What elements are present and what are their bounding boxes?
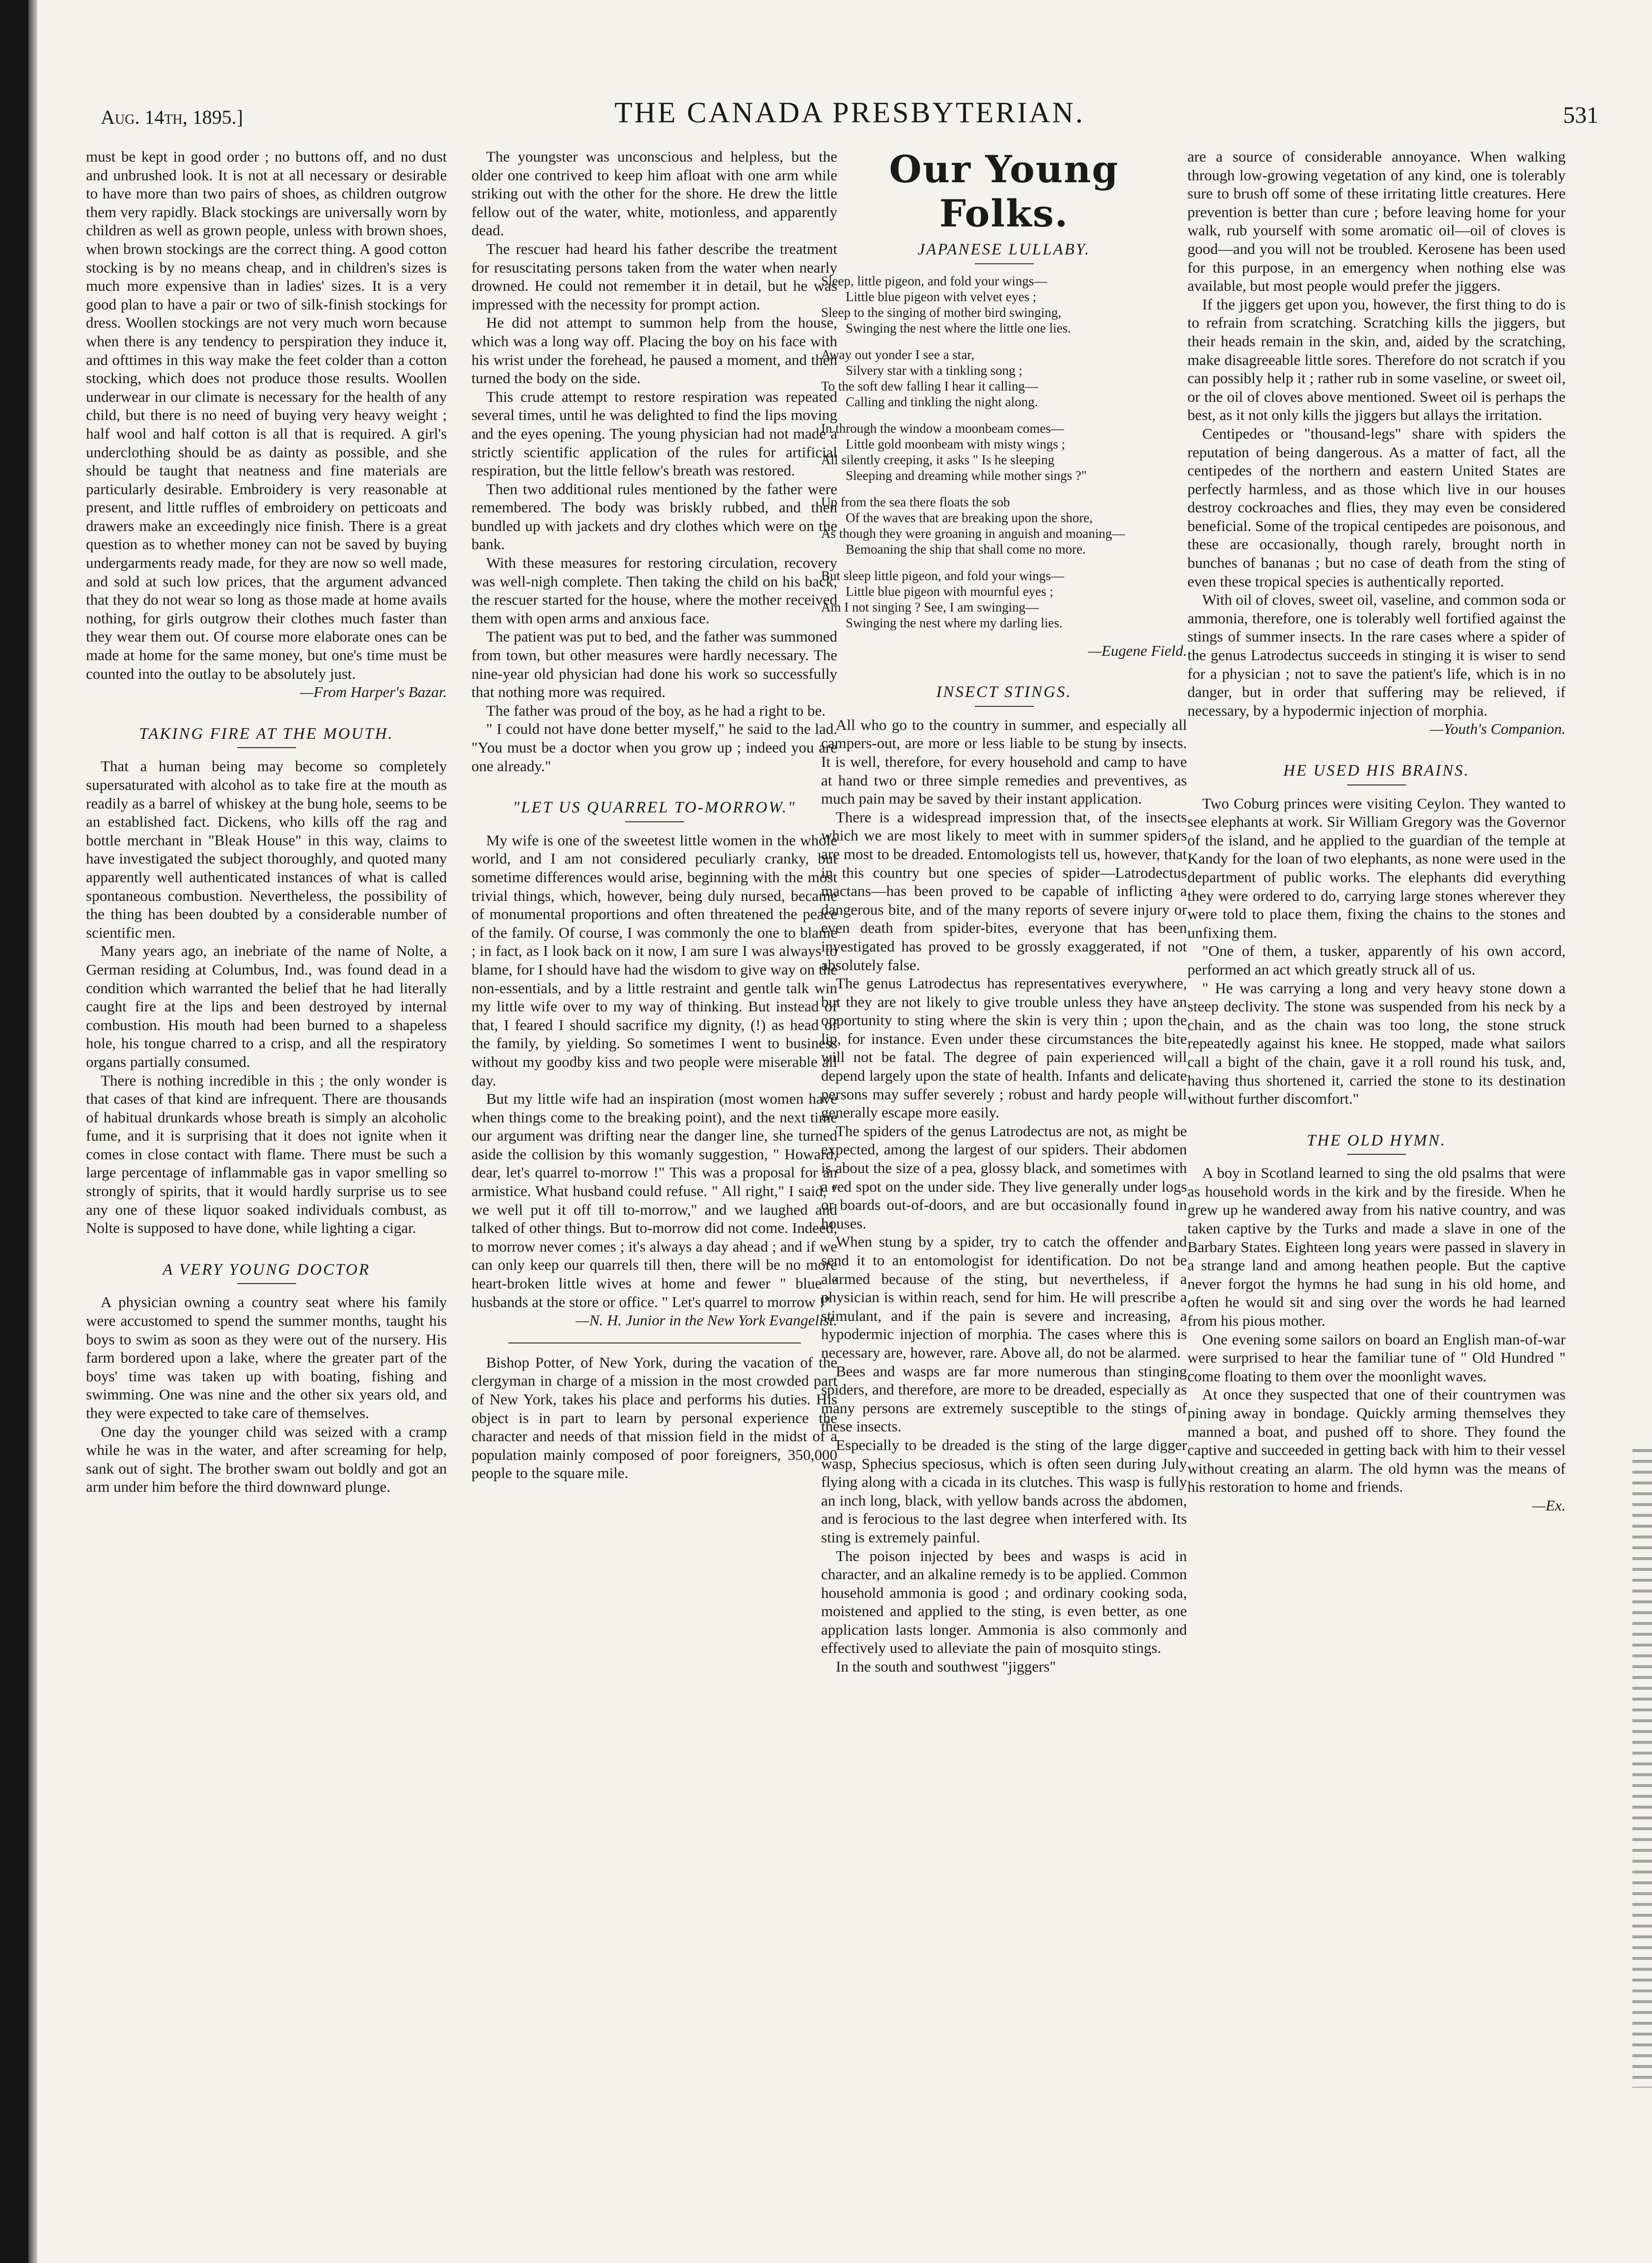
- heading-rule: [975, 263, 1034, 264]
- paragraph: My wife is one of the sweetest little women in the whole world, and I am not considered peculiarly cranky, but sometime differences would arise, beginning with the most trivial things, which, however, being duly nursed, became of monumental proportions and often threatened the peace of the family. Of course, I was commonly the one to blame ; in fact, as I look back on it now, I am sure I was always to blame, for I should have had the wisdom to give way on the non-essentials, and by a little restraint and gentle talk win my little wife over to my way of thinking. But instead of that, I feared I should sacrifice my dignity, (!) as head of the family, by yielding. So sometimes I went to business without my goodby kiss and two people were miserable all day.: [471, 831, 837, 1089]
- column-2: [471, 147, 837, 2250]
- paragraph: " I could not have done better myself," he said to the lad. "You must be a doctor when you grow up ; indeed you are one already.": [471, 720, 837, 775]
- poem-stanza: [821, 273, 1187, 336]
- paragraph: The poison injected by bees and wasps is acid in character, and an alkaline remedy is to be applied. Common household ammonia is good ; and ordinary cooking soda, moistened and applied to the sting, is even better, as one application lasts longer. Ammonia is also commonly and effectively used to alleviate the pain of mosquito stings.: [821, 1547, 1187, 1657]
- paragraph: He did not attempt to summon help from the house, which was a long way off. Placing the boy on his face with his wrist under the forehead, he paused a moment, and then turned the body on the side.: [471, 314, 837, 387]
- paragraph: Bees and wasps are far more numerous than stinging spiders, and therefore, are more to be dreaded, especially as many persons are extremely susceptible to the stings of these insects.: [821, 1362, 1187, 1435]
- poem-stanza: [821, 420, 1187, 483]
- poem-line: Am I not singing ? See, I am swinging—: [821, 599, 1039, 615]
- source-credit: —Ex.: [1532, 1496, 1566, 1514]
- poem-line: All silently creeping, it asks " Is he sleeping: [821, 452, 1055, 467]
- poem-line: In through the window a moonbeam comes—: [821, 420, 1064, 436]
- poem-line: Calling and tinkling the night along.: [846, 394, 1038, 409]
- poem-line: Silvery star with a tinkling song ;: [846, 363, 1022, 378]
- section-heading: A VERY YOUNG DOCTOR: [163, 1260, 370, 1279]
- paragraph: A physician owning a country seat where his family were accustomed to spend the summer months, taught his boys to swim as soon as they were out of the nursery. His farm bordered upon a lake, where the greater part of the boys' time was taken up with boating, fishing and swimming. One was nine and the other six years old, and they were expected to take care of themselves.: [86, 1293, 447, 1422]
- section-heading: INSECT STINGS.: [936, 683, 1072, 701]
- newspaper-title: THE CANADA PRESBYTERIAN.: [614, 96, 1085, 129]
- poem-line: As though they were groaning in anguish and moaning—: [821, 526, 1126, 541]
- section-heading: "LET US QUARREL TO-MORROW.": [513, 799, 796, 817]
- poem-line: Swinging the nest where my darling lies.: [846, 615, 1063, 630]
- paragraph: must be kept in good order ; no buttons off, and no dust and unbrushed look. It is not at all necessary or desirable to have more than two pairs of shoes, as children outgrow them very rapidly. Black stockings are universally worn by children as well as grown people, unless with brown shoes, when brown stockings are the correct thing. A good cotton stocking is by no means cheap, and in children's sizes is much more expensive than in ladies' sizes. It is a very good plan to have a pair or two of silk-finish stockings for dress. Woollen stockings are not very much worn because when there is any tendency to perspiration they induce it, and ofttimes in this way make the feet colder than a cotton stocking, which does not produce those results. Woollen underwear in our climate is necessary for the health of any child, but there is no need of buying very heavy weight ; half wool and half cotton is all that is required. A girl's underclothing should be as dainty as possible, and she should be taught that neatness and fine materials are particularly desirable. Embroidery is very reasonable at present, and little ruffles of embroidery on petticoats and drawers make an exceedingly nice finish. There is a great question as to whether money can not be saved by buying undergarments ready made, for they are now so well made, and sold at such low prices, that the argument advanced that they do not wear so long as those made at home avails nothing, for girls outgrow their clothes much faster than they wear them out. Of course more elaborate ones can be made at home for the same money, but one's time must be counted into the outlay to be absolutely just.: [86, 148, 447, 682]
- paragraph: But my little wife had an inspiration (most women have when things come to the breaking point), and the next time our argument was drifting near the danger line, she turned aside the collision by this womanly suggestion, " Howard, dear, let's quarrel to-morrow !" This was a proposal for an armistice. What husband could refuse. " All right," I said, " we well put it off till to-morrow," and we laughed and talked of other things. But to-morrow did not come. Indeed, to morrow never comes ; it's always a day ahead ; and if we can only keep our quarrels till then, there will be no more heart-broken little wives at home and fewer " blue " husbands at the store or office. " Let's quarrel to morrow !": [471, 1090, 837, 1311]
- paragraph: A boy in Scotland learned to sing the old psalms that were as household words in the kirk and by the fireside. When he grew up he wandered away from his native country, and was taken captive by the Turks and made a slave in one of the Barbary States. Eighteen long years were passed in slavery in a strange land and among heathen people. But the captive never forgot the hymns he had sung in his old home, and often he would sit and sing over the words he had learned from his pious mother.: [1187, 1164, 1566, 1330]
- paragraph: The rescuer had heard his father describe the treatment for resuscitating persons taken from the water when nearly drowned. He could not remember it in detail, but he was impressed with the necessity for prompt action.: [471, 240, 837, 313]
- lullaby-poem: [821, 273, 1187, 631]
- poem-stanza: [821, 568, 1187, 631]
- poem-line: To the soft dew falling I hear it calling—: [821, 378, 1038, 393]
- paragraph: Then two additional rules mentioned by the father were remembered. The body was briskly rubbed, and then bundled up with jackets and dry clothes which were on the bank.: [471, 480, 837, 553]
- poem-line: Of the waves that are breaking upon the shore,: [846, 510, 1093, 525]
- poem-line: Away out yonder I see a star,: [821, 347, 975, 362]
- paragraph: There is nothing incredible in this ; the only wonder is that cases of that kind are infrequent. There are thousands of habitual drunkards whose breath is simply an alcoholic fume, and it is surprising that it does not ignite when it comes in close contact with flame. There must be such a large percentage of inflammable gas in vapor smelling so strongly of spirits, that it would hardly surprise us to see any one of these liquor soaked individuals combust, as Nolte is supposed to have done, while lighting a cigar.: [86, 1071, 447, 1237]
- issue-date: Aug. 14th, 1895.]: [101, 106, 243, 128]
- poem-stanza: [821, 347, 1187, 410]
- source-credit: —From Harper's Bazar.: [300, 683, 447, 701]
- poem-line: Bemoaning the ship that shall come no more.: [846, 541, 1086, 557]
- paragraph: Bishop Potter, of New York, during the vacation of the clergyman in charge of a mission in the most crowded part of New York, takes his place and performs his duties. His object is in part to learn by personal experience the character and needs of that mission field in the midst of a population mainly composed of poor foreigners, 350,000 people to the square mile.: [471, 1353, 837, 1482]
- poem-line: Sleep, little pigeon, and fold your wings—: [821, 273, 1047, 288]
- section-divider: [508, 1342, 801, 1343]
- poem-line: Little blue pigeon with velvet eyes ;: [846, 289, 1037, 304]
- poem-line: But sleep little pigeon, and fold your wings—: [821, 568, 1064, 583]
- paragraph: are a source of considerable annoyance. When walking through low-growing vegetation of any kind, one is tolerably sure to brush off some of these irritating little creatures. Here prevention is better than cure ; before leaving home for your walk, rub yourself with some aromatic oil—oil of cloves is good—and you will not be troubled. Kerosene has been used for this purpose, in an emergency when nothing else was available, but most people would prefer the jiggers.: [1187, 148, 1566, 295]
- paragraph: " He was carrying a long and very heavy stone down a steep declivity. The stone was suspended from his neck by a chain, and as the chain was too long, the stone struck repeatedly against his knee. He stopped, made what sailors call a bight of the chain, gave it a roll round his tusk, and, having thus shortened it, carried the stone to its destination without further discomfort.": [1187, 979, 1566, 1108]
- poem-line: Little blue pigeon with mournful eyes ;: [846, 584, 1053, 599]
- paragraph: At once they suspected that one of their countrymen was pining away in bondage. Quickly arming themselves they manned a boat, and pushed off to shore. They found the captive and succeeded in getting back with him to their vessel without creating an alarm. The old hymn was the means of his restoration to home and friends.: [1187, 1386, 1566, 1496]
- section-heading: HE USED HIS BRAINS.: [1283, 762, 1470, 780]
- heading-rule: [237, 1283, 296, 1284]
- source-credit: —N. H. Junior in the New York Evangelist.: [576, 1312, 837, 1329]
- paragraph: The youngster was unconscious and helpless, but the older one contrived to keep him afloat with one arm while striking out with the other for the shore. He drew the little fellow out of the water, white, motionless, and apparently dead.: [471, 148, 837, 239]
- heading-rule: [1347, 1154, 1406, 1155]
- paragraph: When stung by a spider, try to catch the offender and send it to an entomologist for identification. Do not be alarmed because of the sting, but nevertheless, if a physician is within reach, send for him. He will prescribe a stimulant, and if the pain is severe and increasing, a hypodermic injection of morphia. The cases where this is necessary are, however, rare. Above all, do not be alarmed.: [821, 1233, 1187, 1361]
- department-masthead: Our Young Folks.: [889, 147, 1119, 235]
- paragraph: This crude attempt to restore respiration was repeated several times, until he was delighted to find the lips moving and the eyes opening. The young physician had not made a strictly scientific application of the rules for artificial respiration, but the little fellow's breath was restored.: [471, 388, 837, 479]
- paragraph: That a human being may become so completely supersaturated with alcohol as to take fire at the mouth as readily as a barrel of whiskey at the bung hole, seems to be an established fact. Dickens, who kills off the rag and bottle merchant in "Bleak House" in this way, claims to have investigated the subject thoroughly, and quoted many apparently well authenticated instances of what is called spontaneous combustion. Nevertheless, the possibility of the thing has been doubted by a considerable number of scientific men.: [86, 757, 447, 941]
- heading-rule: [1347, 784, 1406, 785]
- binding-shadow: [28, 0, 37, 2263]
- page-header: [101, 96, 1598, 135]
- poem-line: Little gold moonbeam with misty wings ;: [846, 436, 1065, 451]
- poem-line: Sleep to the singing of mother bird swinging,: [821, 305, 1061, 320]
- paragraph: In the south and southwest "jiggers": [836, 1658, 1056, 1676]
- paragraph: One day the younger child was seized with a cramp while he was in the water, and after screaming for help, sank out of sight. The brother swam out boldly and got an arm under him before the third downward plunge.: [86, 1423, 447, 1496]
- paragraph: The patient was put to bed, and the father was summoned from town, but other measures were hardly necessary. The nine-year old physician had done his work so successfully that nothing more was required.: [471, 628, 837, 701]
- page-number: 531: [1563, 102, 1598, 128]
- section-heading: JAPANESE LULLABY.: [917, 241, 1091, 258]
- paragraph: With oil of cloves, sweet oil, vaseline, and common soda or ammonia, therefore, one is tolerably well fortified against the stings of summer insects. In the rare cases where a spider of the genus Latrodectus succeeds in stinging it is wiser to send for a physician ; not to save the patient's life, which is in no danger, but in order that suffering may be relieved, if necessary, by a hypodermic injection of morphia.: [1187, 591, 1566, 719]
- paragraph: "One of them, a tusker, apparently of his own accord, performed an act which greatly struck all of us.: [1187, 942, 1566, 978]
- poem-author: —Eugene Field.: [1088, 642, 1187, 659]
- poem-line: Sleeping and dreaming while mother sings ?": [846, 468, 1087, 483]
- paragraph: All who go to the country in summer, and especially all campers-out, are more or less liable to be stung by insects. It is well, therefore, for every household and camp to have at hand two or three simple remedies and preventives, as much pain may be saved by their instant application.: [821, 716, 1187, 808]
- poem-stanza: [821, 494, 1187, 557]
- paragraph: With these measures for restoring circulation, recovery was well-nigh complete. Then taking the child on his back, the rescuer started for the house, where the mother received them with open arms and anxious face.: [471, 554, 837, 627]
- paragraph: The father was proud of the boy, as he had a right to be.: [486, 701, 826, 719]
- paragraph: One evening some sailors on board an English man-of-war were surprised to hear the familiar tune of " Old Hundred " come floating to them over the moonlight waves.: [1187, 1330, 1566, 1385]
- column-4: [1187, 147, 1566, 2250]
- column-1: [86, 147, 447, 2250]
- paragraph: There is a widespread impression that, of the insects which we are most likely to meet with in summer spiders are most to be dreaded. Entomologists tell us, however, that in this country but one species of spider—Latrodectus mactans—has been proved to be capable of inflicting a dangerous bite, and of the many reports of severe injury or even death from spider-bites, everyone that has been investigated has proved to be grossly exaggerated, if not absolutely false.: [821, 808, 1187, 974]
- column-3: [821, 147, 1187, 2250]
- section-heading: THE OLD HYMN.: [1307, 1131, 1446, 1149]
- paragraph: Especially to be dreaded is the sting of the large digger wasp, Sphecius speciosus, which is often seen during July flying along with a cicada in its clutches. This wasp is fully an inch long, black, with yellow bands across the abdomen, and is ferocious to the last degree when interfered with. Its sting is extremely painful.: [821, 1436, 1187, 1546]
- section-heading: TAKING FIRE AT THE MOUTH.: [139, 725, 394, 743]
- heading-rule: [237, 747, 296, 748]
- paragraph: The spiders of the genus Latrodectus are not, as might be expected, among the largest of our spiders. Their abdomen is about the size of a pea, glossy black, and sometimes with a red spot on the under side. They live generally under logs or boards out-of-doors, and are but occasionally found in houses.: [821, 1122, 1187, 1232]
- heading-rule: [625, 821, 684, 822]
- margin-marks: [1632, 1449, 1652, 2088]
- paragraph: Many years ago, an inebriate of the name of Nolte, a German residing at Columbus, Ind., was found dead in a condition which warranted the belief that he had literally caught fire at the lips and been destroyed by internal combustion. His mouth had been burned to a shapeless hole, his tongue charred to a crisp, and all the respiratory organs partially consumed.: [86, 942, 447, 1070]
- poem-line: Up from the sea there floats the sob: [821, 494, 1010, 509]
- paragraph: Centipedes or "thousand-legs" share with spiders the reputation of being dangerous. As a matter of fact, all the centipedes of the northern and eastern United States are perfectly harmless, and as those which live in our houses destroy cockroaches and flies, they may even be considered beneficial. Some of the tropical centipedes are poisonous, and these are occasionally, though rarely, brought north in bunches of bananas ; but no case of death from the sting of even these tropical species is authentically reported.: [1187, 424, 1566, 590]
- paragraph: Two Coburg princes were visiting Ceylon. They wanted to see elephants at work. Sir William Gregory was the Governor of the island, and he applied to the guardian of the temple at Kandy for the loan of two elephants, as none were used in the department of public works. The elephants did everything they were ordered to do, carrying large stones wherever they were told to place them, fixing the chains to the stones and unfixing them.: [1187, 794, 1566, 941]
- poem-line: Swinging the nest where the little one lies.: [846, 320, 1071, 335]
- heading-rule: [975, 706, 1034, 707]
- source-credit: —Youth's Companion.: [1430, 720, 1566, 738]
- binding-edge: [0, 0, 28, 2263]
- paragraph: The genus Latrodectus has representatives everywhere, but they are not likely to give trouble unless they have an opportunity to sting where the skin is very thin ; upon the lip, for instance. Even under these circumstances the bite will not be fatal. The degree of pain experienced will depend largely upon the state of health. Infants and delicate persons may suffer severely ; robust and hardy people will generally escape more easily.: [821, 975, 1187, 1121]
- paragraph: If the jiggers get upon you, however, the first thing to do is to refrain from scratching. Scratching kills the jiggers, but their heads remain in the skin, and, aided by the scratching, make disagreeable little sores. Therefore do not scratch if you can possibly help it ; rather rub in some vaseline, or sweet oil, or the oil of cloves above mentioned. Sweet oil is perhaps the best, as it not only kills the jiggers but allays the irritation.: [1187, 295, 1566, 424]
